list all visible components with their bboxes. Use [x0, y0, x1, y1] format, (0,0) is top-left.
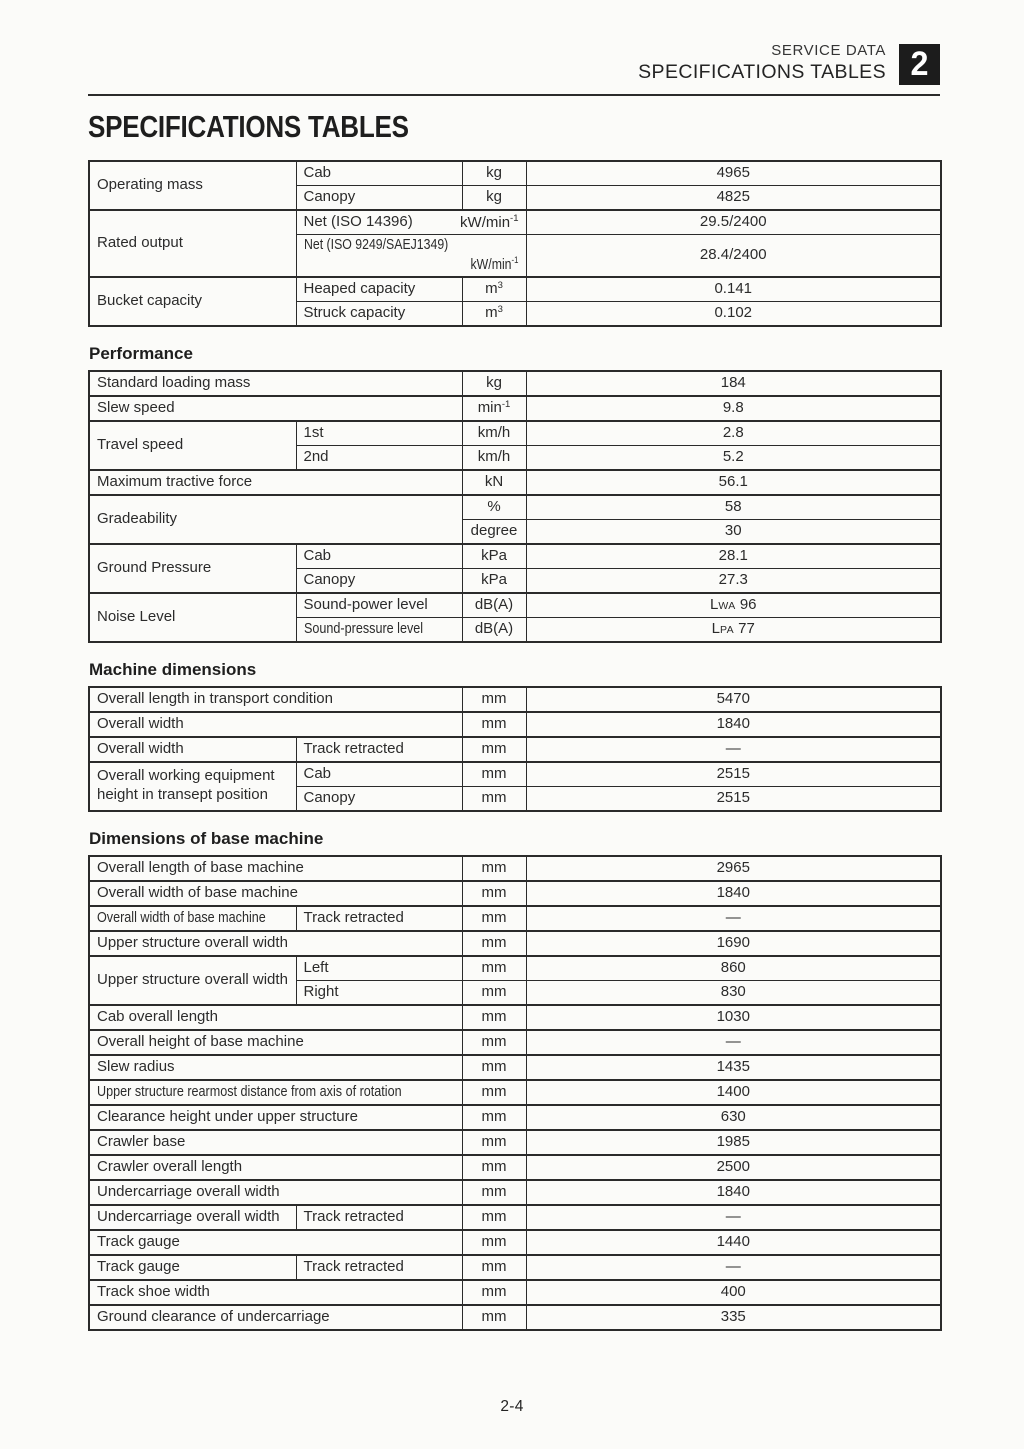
table-cell: mm	[462, 1255, 526, 1280]
table-cell: Undercarriage overall width	[89, 1205, 296, 1230]
table-row	[89, 1080, 941, 1105]
table-cell: 1440	[526, 1230, 941, 1255]
table-cell: mm	[462, 1130, 526, 1155]
table-cell: 1400	[526, 1080, 941, 1105]
table-cell: mm	[462, 956, 526, 981]
table-row	[89, 762, 941, 787]
chapter-number: 2	[910, 45, 929, 84]
table-cell: mm	[462, 1180, 526, 1205]
table-cell: —	[526, 1030, 941, 1055]
table-row	[89, 277, 941, 302]
table-cell: Struck capacity	[296, 301, 462, 326]
table-cell: 2500	[526, 1155, 941, 1180]
table-row	[89, 881, 941, 906]
table-cell: mm	[462, 1205, 526, 1230]
table-cell: degree	[462, 519, 526, 544]
table-cell: mm	[462, 1080, 526, 1105]
table-cell: Cab	[296, 762, 462, 787]
table-cell: km/h	[462, 445, 526, 470]
table-row	[89, 495, 941, 520]
table-cell: Track retracted	[296, 737, 462, 762]
table-cell: Overall working equipment height in transept position	[89, 762, 296, 811]
header-eyebrow: SERVICE DATA	[771, 42, 886, 59]
section-heading-performance: Performance	[89, 343, 193, 363]
table-row	[89, 931, 941, 956]
table-row	[89, 371, 941, 396]
table-cell: 1435	[526, 1055, 941, 1080]
page-header	[88, 42, 940, 85]
table-cell: 400	[526, 1280, 941, 1305]
table-row	[89, 1255, 941, 1280]
table-cell: Bucket capacity	[89, 277, 296, 326]
table-cell: kg	[462, 161, 526, 186]
table-cell: 2515	[526, 786, 941, 811]
table-cell: 58	[526, 495, 941, 520]
table-cell: Canopy	[296, 568, 462, 593]
table-cell: 1840	[526, 881, 941, 906]
table-cell: Slew radius	[89, 1055, 462, 1080]
table-cell: Cab	[296, 161, 462, 186]
spec-table-machine-dimensions	[88, 686, 942, 812]
table-row	[89, 1180, 941, 1205]
spec-table-dimensions-of-base-machine	[88, 855, 942, 1331]
spec-table-performance	[88, 370, 942, 643]
table-cell: 184	[526, 371, 941, 396]
table-cell: 630	[526, 1105, 941, 1130]
table-cell: Slew speed	[89, 396, 462, 421]
table-cell: 5.2	[526, 445, 941, 470]
table-cell: mm	[462, 1105, 526, 1130]
table-cell: 28.1	[526, 544, 941, 569]
table-cell: LWA 96	[526, 593, 941, 618]
table-row	[89, 737, 941, 762]
table-cell: Track retracted	[296, 1205, 462, 1230]
table-row	[89, 856, 941, 881]
table-cell: Track retracted	[296, 906, 462, 931]
chapter-number-badge	[899, 44, 940, 85]
table-cell: Upper structure overall width	[89, 931, 462, 956]
table-cell: $\min^{-1}$	[462, 396, 526, 421]
table-cell: 2nd	[296, 445, 462, 470]
table-row	[89, 1155, 941, 1180]
table-cell: 335	[526, 1305, 941, 1330]
table-cell: Cab	[296, 544, 462, 569]
table-cell: mm	[462, 1030, 526, 1055]
table-cell: LPA 77	[526, 617, 941, 642]
table-cell: Sound-power level	[296, 593, 462, 618]
table-row	[89, 210, 941, 235]
tables-area	[88, 160, 940, 1331]
table-row	[89, 1130, 941, 1155]
spec-table-general-specifications	[88, 160, 942, 327]
table-row	[89, 544, 941, 569]
table-row	[89, 956, 941, 981]
table-row	[89, 421, 941, 446]
table-row	[89, 1055, 941, 1080]
table-cell: Operating mass	[89, 161, 296, 210]
table-cell: Upper structure rearmost distance from axis of rotation	[89, 1080, 462, 1105]
table-cell: Noise Level	[89, 593, 296, 642]
table-cell: mm	[462, 906, 526, 931]
table-cell: Cab overall length	[89, 1005, 462, 1030]
table-row	[89, 712, 941, 737]
table-row	[89, 906, 941, 931]
table-row	[89, 396, 941, 421]
table-cell: Left	[296, 956, 462, 981]
table-row	[89, 161, 941, 186]
table-cell: $m^3$	[462, 277, 526, 302]
table-cell: mm	[462, 1005, 526, 1030]
table-row	[89, 1105, 941, 1130]
table-cell: mm	[462, 881, 526, 906]
table-cell: Upper structure overall width	[89, 956, 296, 1005]
table-cell: 1840	[526, 1180, 941, 1205]
table-cell: 1030	[526, 1005, 941, 1030]
table-cell: 1st	[296, 421, 462, 446]
table-cell: mm	[462, 687, 526, 712]
table-row	[89, 1005, 941, 1030]
table-cell: 2515	[526, 762, 941, 787]
table-cell: 29.5/2400	[526, 210, 941, 235]
table-row	[89, 1305, 941, 1330]
table-cell: mm	[462, 737, 526, 762]
table-row	[89, 1205, 941, 1230]
table-cell: 28.4/2400	[526, 235, 941, 277]
table-cell: kg	[462, 371, 526, 396]
page-number: 2-4	[500, 1398, 524, 1415]
table-cell: mm	[462, 931, 526, 956]
table-cell: kPa	[462, 568, 526, 593]
table-cell: —	[526, 906, 941, 931]
page-header-text	[638, 42, 886, 85]
table-row	[89, 1030, 941, 1055]
table-cell: 30	[526, 519, 941, 544]
table-cell: —	[526, 1255, 941, 1280]
table-cell: Canopy	[296, 786, 462, 811]
table-cell: Gradeability	[89, 495, 462, 544]
table-cell: 9.8	[526, 396, 941, 421]
table-cell: Overall height of base machine	[89, 1030, 462, 1055]
header-rule	[88, 94, 940, 96]
table-cell: Crawler overall length	[89, 1155, 462, 1180]
table-cell: 2965	[526, 856, 941, 881]
table-cell: 0.102	[526, 301, 941, 326]
table-cell: km/h	[462, 421, 526, 446]
table-cell: mm	[462, 1280, 526, 1305]
table-cell: 56.1	[526, 470, 941, 495]
table-cell: Track gauge	[89, 1230, 462, 1255]
table-cell: Overall length in transport condition	[89, 687, 462, 712]
header-section-title: SPECIFICATIONS TABLES	[638, 61, 886, 84]
table-cell: 4825	[526, 186, 941, 211]
table-row	[89, 593, 941, 618]
table-cell: Track gauge	[89, 1255, 296, 1280]
page-title: SPECIFICATIONS TABLES	[88, 108, 409, 144]
table-row	[89, 1230, 941, 1255]
table-cell: Track retracted	[296, 1255, 462, 1280]
table-cell: Overall width	[89, 737, 296, 762]
table-cell: 27.3	[526, 568, 941, 593]
table-cell: Ground clearance of undercarriage	[89, 1305, 462, 1330]
table-cell: 1690	[526, 931, 941, 956]
table-cell: Overall length of base machine	[89, 856, 462, 881]
table-cell: mm	[462, 762, 526, 787]
table-cell: 4965	[526, 161, 941, 186]
table-cell: Standard loading mass	[89, 371, 462, 396]
table-cell: Rated output	[89, 210, 296, 277]
table-cell: Right	[296, 980, 462, 1005]
table-cell: Canopy	[296, 186, 462, 211]
section-heading-dimensions-of-base-machine: Dimensions of base machine	[89, 828, 324, 848]
table-cell: Track shoe width	[89, 1280, 462, 1305]
table-cell: mm	[462, 1055, 526, 1080]
table-cell: Heaped capacity	[296, 277, 462, 302]
table-cell: mm	[462, 856, 526, 881]
table-cell: mm	[462, 1230, 526, 1255]
table-cell: kN	[462, 470, 526, 495]
table-cell: dB(A)	[462, 593, 526, 618]
table-cell: Sound-pressure level	[296, 617, 462, 642]
table-cell: Maximum tractive force	[89, 470, 462, 495]
table-cell: —	[526, 1205, 941, 1230]
table-cell: —	[526, 737, 941, 762]
table-cell: mm	[462, 712, 526, 737]
table-cell: mm	[462, 1305, 526, 1330]
table-cell: 1840	[526, 712, 941, 737]
table-row	[89, 470, 941, 495]
table-cell: Overall width of base machine	[89, 906, 296, 931]
table-cell: Overall width of base machine	[89, 881, 462, 906]
table-cell: 2.8	[526, 421, 941, 446]
table-cell: 5470	[526, 687, 941, 712]
table-cell: 1985	[526, 1130, 941, 1155]
table-cell: Net (ISO 14396) $kW/\min^{-1}$	[296, 210, 526, 235]
table-cell: dB(A)	[462, 617, 526, 642]
table-cell: Ground Pressure	[89, 544, 296, 593]
table-cell: $m^3$	[462, 301, 526, 326]
section-heading-machine-dimensions: Machine dimensions	[89, 659, 257, 679]
table-row	[89, 1280, 941, 1305]
table-cell: Crawler base	[89, 1130, 462, 1155]
table-cell: 860	[526, 956, 941, 981]
table-cell: Undercarriage overall width	[89, 1180, 462, 1205]
table-cell: mm	[462, 1155, 526, 1180]
table-cell: Travel speed	[89, 421, 296, 470]
table-cell: kPa	[462, 544, 526, 569]
table-cell: mm	[462, 980, 526, 1005]
table-cell: %	[462, 495, 526, 520]
table-row	[89, 687, 941, 712]
table-cell: Net (ISO 9249/SAEJ1349) $kW/\min^{-1}$	[296, 235, 526, 277]
table-cell: 830	[526, 980, 941, 1005]
table-cell: Overall width	[89, 712, 462, 737]
table-cell: Clearance height under upper structure	[89, 1105, 462, 1130]
table-cell: kg	[462, 186, 526, 211]
table-cell: mm	[462, 786, 526, 811]
table-cell: 0.141	[526, 277, 941, 302]
